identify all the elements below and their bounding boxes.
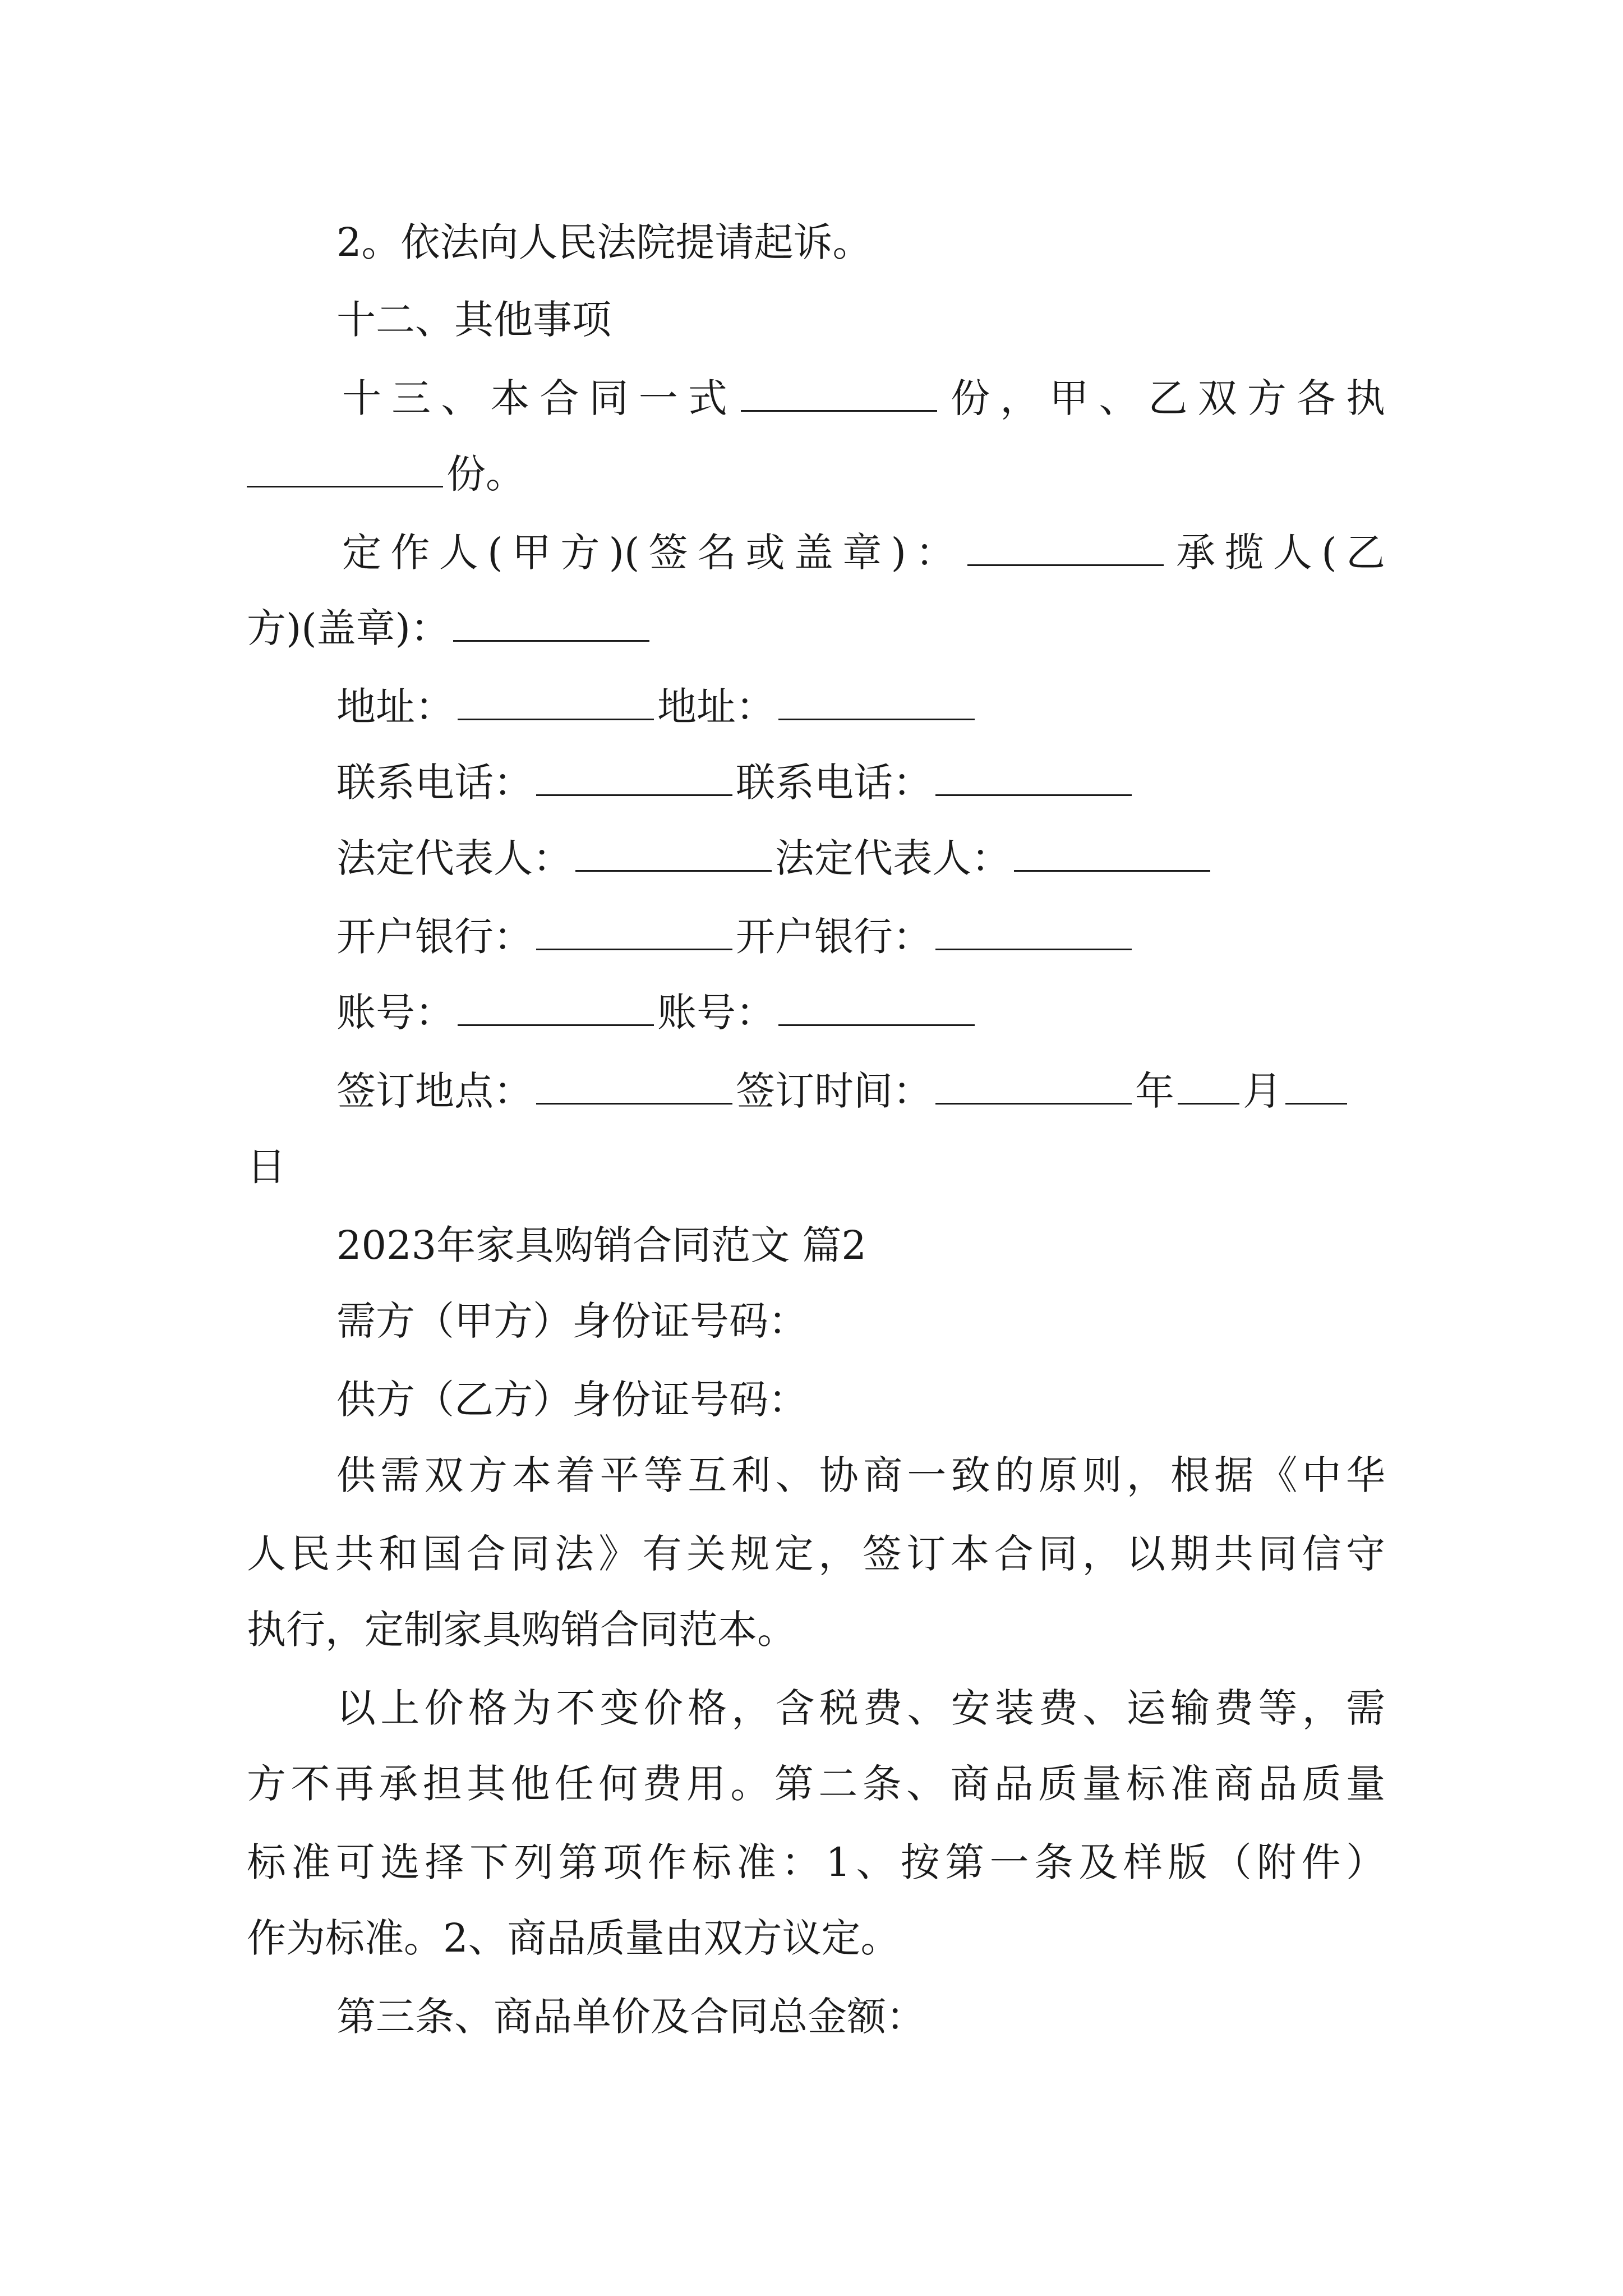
paragraph-line [247, 1139, 286, 1195]
fill-blank[interactable] [575, 836, 772, 872]
paragraph-line [336, 1293, 808, 1349]
text: 联系电话： [736, 760, 932, 806]
fill-blank[interactable] [536, 915, 732, 950]
paragraph-line [342, 370, 1385, 426]
section-heading [336, 292, 611, 348]
text: 以上价格为不变价格，含税费、安装费、运输费等，需 [336, 1685, 1385, 1731]
text: 开户银行： [736, 914, 932, 960]
text: 2023年家具购销合同范文 篇2 [336, 1222, 866, 1268]
fill-blank[interactable] [967, 531, 1164, 566]
fill-blank[interactable] [536, 761, 732, 796]
fill-blank[interactable] [536, 1069, 732, 1105]
fill-blank[interactable] [1014, 836, 1210, 872]
fill-blank[interactable] [741, 376, 937, 412]
paragraph-line [247, 1834, 1385, 1890]
text: 年 [1135, 1068, 1174, 1114]
text: 承揽人(乙 [1166, 530, 1385, 576]
text: 法定代表人： [336, 835, 572, 881]
text: 方不再承担其他任何费用。第二条、商品质量标准商品质量 [247, 1761, 1385, 1807]
paragraph-line [336, 984, 978, 1041]
text: 份，甲、乙双方各执 [940, 375, 1386, 421]
paragraph-line [342, 524, 1385, 581]
text: 供需双方本着平等互利、协商一致的原则，根据《中华 [336, 1452, 1385, 1498]
paragraph-line [336, 214, 872, 270]
paragraph-line [247, 1526, 1385, 1582]
paragraph-line [247, 600, 653, 656]
fill-blank[interactable] [453, 606, 649, 642]
fill-blank[interactable] [935, 915, 1132, 950]
paragraph-line [336, 754, 1135, 811]
paragraph-line [336, 1989, 925, 2045]
paragraph-line [247, 1910, 900, 1966]
text: 第三条、商品单价及合同总金额： [336, 1994, 925, 2040]
paragraph-line [336, 679, 978, 735]
text: 签订地点： [336, 1068, 533, 1114]
paragraph-line [247, 1602, 796, 1658]
text: 需方（甲方）身份证号码： [336, 1298, 808, 1344]
text: 标准可选择下列第项作标准：1、按第一条及样版（附件） [247, 1839, 1385, 1885]
text: 账号： [336, 990, 454, 1036]
section-heading [336, 1217, 866, 1273]
text: 十二、其他事项 [336, 297, 611, 343]
text: 人民共和国合同法》有关规定，签订本合同，以期共同信守 [247, 1531, 1385, 1577]
paragraph-line [336, 1447, 1385, 1503]
text: 作为标准。2、商品质量由双方议定。 [247, 1915, 900, 1961]
fill-blank[interactable] [935, 761, 1132, 796]
fill-blank[interactable] [1285, 1069, 1347, 1105]
text: 十三、本合同一式 [342, 375, 737, 421]
paragraph-line [336, 1372, 808, 1428]
paragraph-line [247, 1756, 1385, 1812]
text: 地址： [657, 684, 775, 730]
fill-blank[interactable] [935, 1069, 1132, 1105]
text: 法定代表人： [775, 835, 1011, 881]
fill-blank[interactable] [247, 452, 443, 487]
text: 地址： [336, 684, 454, 730]
text: 签订时间： [736, 1068, 932, 1114]
text: 供方（乙方）身份证号码： [336, 1377, 808, 1423]
paragraph-line [336, 1680, 1385, 1736]
text: 份。 [446, 451, 525, 497]
fill-blank[interactable] [458, 991, 654, 1026]
text: 开户银行： [336, 914, 533, 960]
text: 日 [247, 1144, 286, 1190]
text: 执行，定制家具购销合同范本。 [247, 1607, 796, 1653]
text: 定作人(甲方)(签名或盖章)： [342, 530, 964, 576]
paragraph-line [336, 830, 1214, 886]
fill-blank[interactable] [458, 685, 654, 720]
fill-blank[interactable] [1178, 1069, 1239, 1105]
fill-blank[interactable] [778, 991, 975, 1026]
fill-blank[interactable] [778, 685, 975, 720]
paragraph-line [336, 1063, 1350, 1119]
text: 2。依法向人民法院提请起诉。 [336, 219, 872, 265]
text: 方)(盖章)： [247, 605, 450, 651]
text: 联系电话： [336, 760, 533, 806]
paragraph-line [336, 909, 1135, 965]
paragraph-line [247, 446, 525, 502]
text: 月 [1243, 1068, 1282, 1114]
text: 账号： [657, 990, 775, 1036]
